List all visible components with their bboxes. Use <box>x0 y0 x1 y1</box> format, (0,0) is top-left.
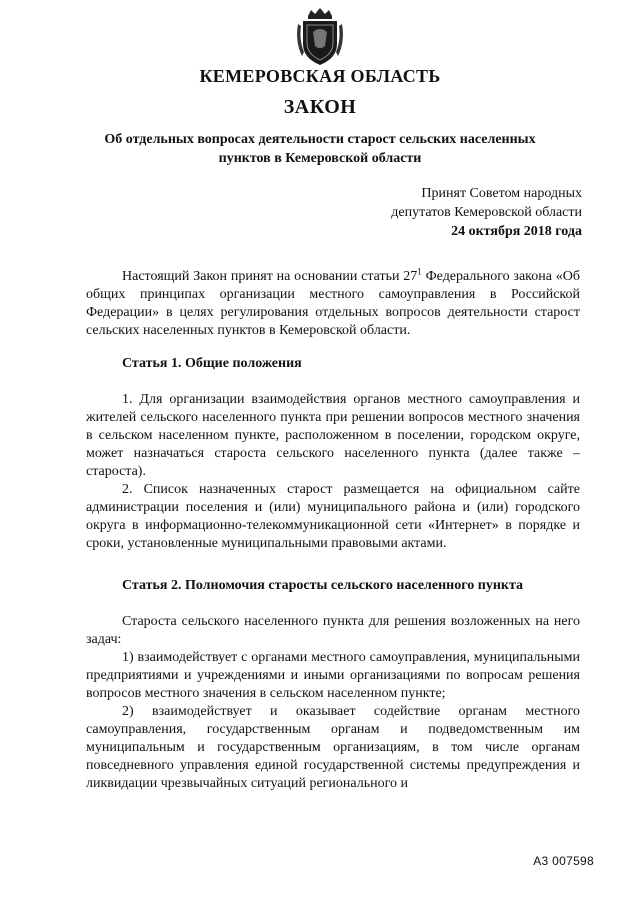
adoption-line-1: Принят Советом народных <box>421 186 582 201</box>
form-serial-number: А3 007598 <box>533 854 594 868</box>
preamble-text-start: Настоящий Закон принят на основании статьи 27 <box>122 269 418 284</box>
adoption-date: 24 октября 2018 года <box>451 224 582 239</box>
article-1-body <box>86 391 580 553</box>
law-subject-line-2: пунктов в Кемеровской области <box>218 151 422 166</box>
law-subject-line-1: Об отдельных вопросах деятельности старост сельских населенных <box>104 132 536 147</box>
article-2-item-1: 1) взаимодействует с органами местного самоуправления, муниципальными предприятиями и учреждениями и иными организациями по вопросам решения вопросов местного значения в сельском населенном пункте; <box>86 650 580 701</box>
article-2-intro: Староста сельского населенного пункта для решения возложенных на него задач: <box>86 614 580 647</box>
adoption-line-2: депутатов Кемеровской области <box>391 205 582 220</box>
preamble <box>86 268 580 340</box>
coat-of-arms-emblem <box>295 6 345 68</box>
article-1-paragraph-2: 2. Список назначенных старост размещается на официальном сайте администрации поселения и (или) муниципального района и (или) городского округа в информационно-телекоммуникационной сети «Интернет» в порядке и сроки, установленные муниципальными правовыми актами. <box>86 482 580 551</box>
article-1-title: Статья 1. Общие положения <box>122 356 302 371</box>
law-subject <box>60 130 580 168</box>
preamble-text-end: Федерального закона «Об общих принципах организации местного самоуправления в Российской Федерации» в целях регулирования отдельных вопросов деятельности старост сельских населенных пунктов в Кемеровской области. <box>86 269 580 338</box>
article-superscript: 1 <box>417 266 422 277</box>
article-1-paragraph-1: 1. Для организации взаимодействия органов местного самоуправления и жителей сельского населенного пункта при решении вопросов местного значения в сельском населенном пункте, расположенном в поселении, городском округе, может назначаться староста сельского населенного пункта (далее также – староста). <box>86 392 580 479</box>
adoption-block <box>391 184 582 241</box>
article-2-title: Статья 2. Полномочия старосты сельского населенного пункта <box>122 578 524 593</box>
preamble-paragraph <box>86 268 580 340</box>
coat-of-arms-icon <box>295 6 345 68</box>
article-2-body <box>86 613 580 793</box>
document-type: ЗАКОН <box>283 96 357 118</box>
region-name: КЕМЕРОВСКАЯ ОБЛАСТЬ <box>199 66 441 86</box>
article-2-item-2: 2) взаимодействует и оказывает содействие органам местного самоуправления, государственным органам и подведомственным им муниципальным и государственным организациям, в том числе органам повседневного управления единой государственной системы предупреждения и ликвидации чрезвычайных ситуаций регионального и <box>86 704 580 791</box>
